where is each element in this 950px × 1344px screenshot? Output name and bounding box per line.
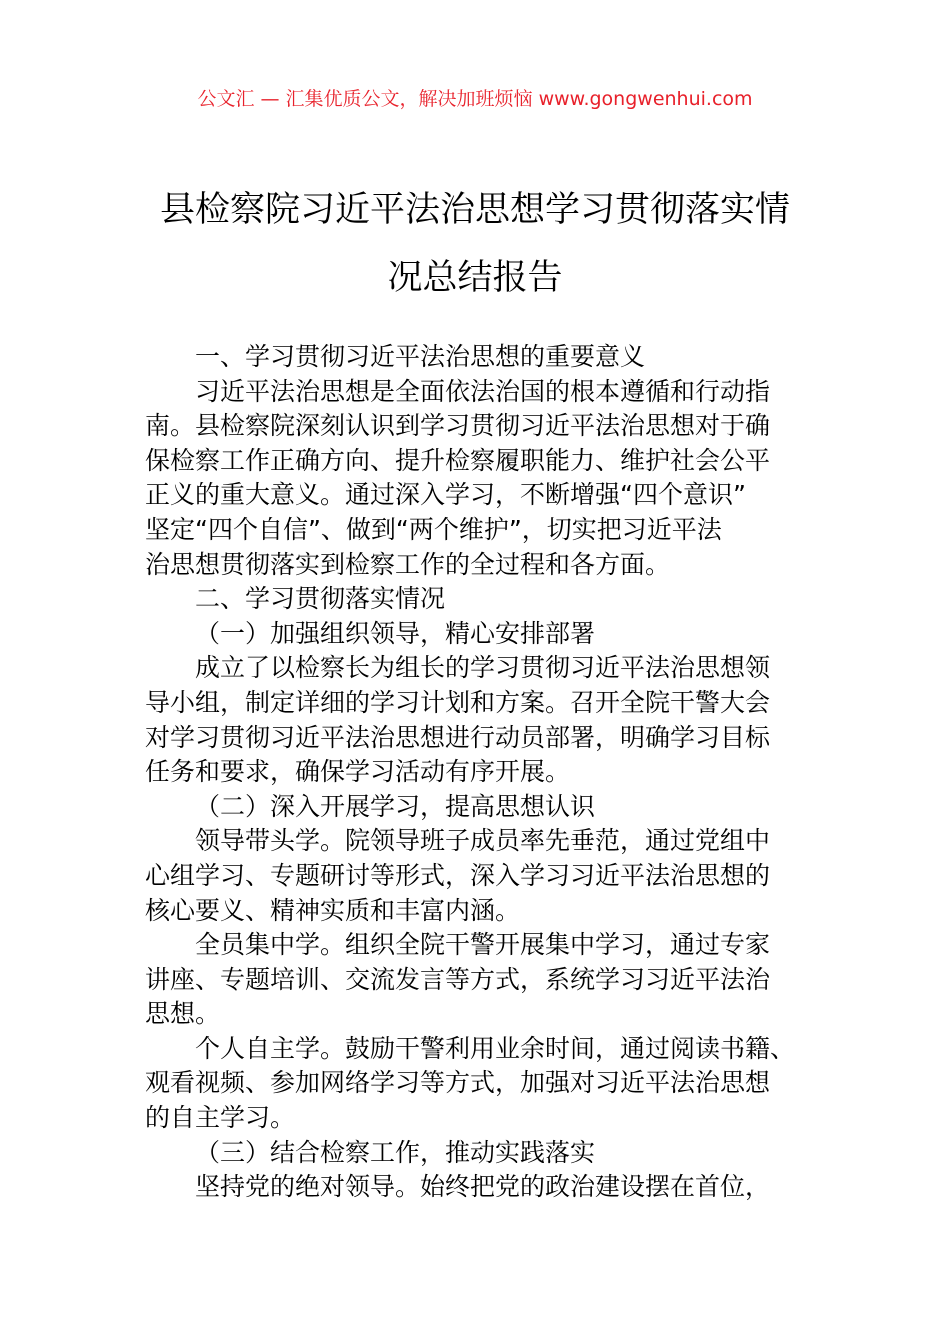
text-line: 对学习贯彻习近平法治思想进行动员部署，明确学习目标 (145, 722, 771, 752)
text-line: 思想。 (145, 999, 221, 1029)
text-line: （二）深入开展学习，提高思想认识 (195, 791, 596, 821)
text-line: 坚定“四个自信”、做到“两个维护”，切实把习近平法 (145, 514, 722, 544)
text-line: 南。县检察院深刻认识到学习贯彻习近平法治思想对于确 (145, 411, 771, 441)
text-line: （三）结合检察工作，推动实践落实 (195, 1137, 596, 1167)
header-banner: 公文汇 — 汇集优质公文，解决加班烦恼 www.gongwenhui.com (197, 88, 753, 110)
text-line: 个人自主学。鼓励干警利用业余时间，通过阅读书籍、 (195, 1033, 796, 1063)
title-line: 县检察院习近平法治思想学习贯彻落实情 (159, 190, 790, 230)
text-line: 的自主学习。 (145, 1103, 296, 1133)
text-line: 一、学习贯彻习近平法治思想的重要意义 (195, 342, 646, 371)
text-line: 任务和要求，确保学习活动有序开展。 (145, 757, 571, 787)
title-line: 况总结报告 (387, 258, 563, 298)
text-line: 二、学习贯彻落实情况 (195, 584, 446, 614)
text-line: 治思想贯彻落实到检察工作的全过程和各方面。 (145, 549, 671, 579)
text-line: 讲座、专题培训、交流发言等方式，系统学习习近平法治 (145, 964, 771, 994)
text-line: （一）加强组织领导，精心安排部署 (195, 618, 596, 648)
document-title (0, 176, 950, 312)
text-line: 习近平法治思想是全面依法治国的根本遵循和行动指 (195, 376, 771, 406)
document-body (145, 340, 815, 1205)
text-line: 成立了以检察长为组长的学习贯彻习近平法治思想领 (195, 653, 771, 683)
text-line: 领导带头学。院领导班子成员率先垂范，通过党组中 (195, 826, 771, 856)
text-line: 正义的重大意义。通过深入学习，不断增强“四个意识” (145, 480, 746, 510)
text-line: 核心要义、精神实质和丰富内涵。 (145, 895, 521, 925)
text-line: 观看视频、参加网络学习等方式，加强对习近平法治思想 (145, 1068, 771, 1098)
text-line: 全员集中学。组织全院干警开展集中学习，通过专家 (195, 930, 771, 960)
text-line: 心组学习、专题研讨等形式，深入学习习近平法治思想的 (145, 860, 771, 890)
text-line: 保检察工作正确方向、提升检察履职能力、维护社会公平 (145, 445, 771, 475)
text-line: 坚持党的绝对领导。始终把党的政治建设摆在首位， (195, 1172, 771, 1202)
text-line: 导小组，制定详细的学习计划和方案。召开全院干警大会 (145, 687, 771, 717)
